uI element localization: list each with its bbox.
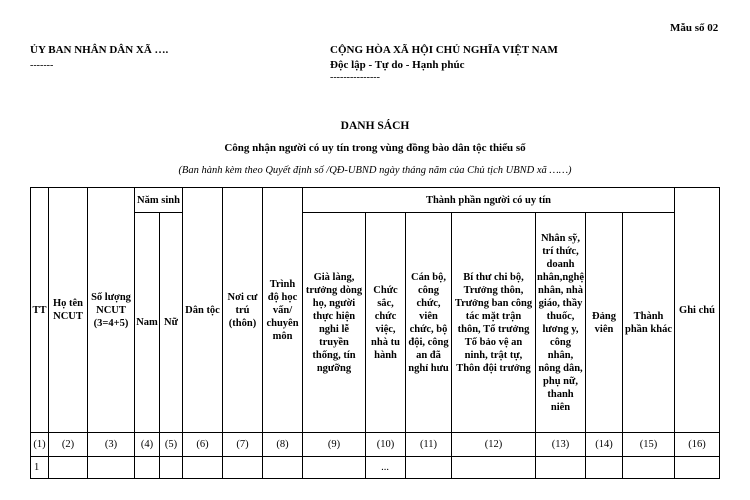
row-cell	[536, 457, 586, 479]
row-cell	[406, 457, 452, 479]
header-col11: Cán bộ, công chức, viên chức, bộ đội, công an đã nghỉ hưu	[406, 213, 452, 433]
column-number: (15)	[623, 433, 675, 457]
row-cell	[88, 457, 135, 479]
column-number: (9)	[303, 433, 366, 457]
row-cell	[183, 457, 223, 479]
header-notes: Ghi chú	[675, 188, 720, 433]
row-cell	[675, 457, 720, 479]
row-tt: 1	[31, 457, 49, 479]
column-number: (14)	[586, 433, 623, 457]
header-count: Số lượng NCUT (3=4+5)	[88, 188, 135, 433]
header-col13: Nhân sỹ, trí thức, doanh nhân,nghệ nhân, nhà giáo, thầy thuốc, lương y, công nhân, nông dân, phụ nữ, thanh niên	[536, 213, 586, 433]
document-title: DANH SÁCH	[340, 120, 410, 132]
column-number: (3)	[88, 433, 135, 457]
header-col15: Thành phần khác	[623, 213, 675, 433]
column-number: (1)	[31, 433, 49, 457]
header-residence: Nơi cư trú (thôn)	[223, 188, 263, 433]
header-male: Nam	[135, 213, 160, 433]
row-cell	[586, 457, 623, 479]
header-birth-year: Năm sinh	[135, 188, 183, 213]
column-number: (2)	[49, 433, 88, 457]
column-number: (12)	[452, 433, 536, 457]
form-number: Mẫu số 02	[670, 22, 719, 34]
header-composition: Thành phần người có uy tín	[303, 188, 675, 213]
list-table	[30, 187, 720, 479]
document-note: (Ban hành kèm theo Quyết định số /QĐ-UBND ngày tháng năm của Chủ tịch UBND xã ……)	[178, 165, 572, 176]
column-number: (16)	[675, 433, 720, 457]
row-cell	[135, 457, 160, 479]
header-col10: Chức sắc, chức việc, nhà tu hành	[366, 213, 406, 433]
row-cell	[452, 457, 536, 479]
column-number: (5)	[160, 433, 183, 457]
header-female: Nữ	[160, 213, 183, 433]
commune-committee-name: ỦY BAN NHÂN DÂN XÃ ….	[30, 44, 169, 56]
column-number: (13)	[536, 433, 586, 457]
header-col14: Đảng viên	[586, 213, 623, 433]
document-subtitle: Công nhận người có uy tín trong vùng đồng bào dân tộc thiểu số	[224, 142, 526, 154]
row-cell	[223, 457, 263, 479]
header-ethnicity: Dân tộc	[183, 188, 223, 433]
row-cell	[263, 457, 303, 479]
row-cell	[623, 457, 675, 479]
table-row	[31, 457, 720, 479]
header-tt: TT	[31, 188, 49, 433]
national-header-underline: ---------------	[330, 72, 380, 83]
column-number: (7)	[223, 433, 263, 457]
column-number: (10)	[366, 433, 406, 457]
row-cell	[160, 457, 183, 479]
row-cell	[303, 457, 366, 479]
header-col9: Già làng, trưởng dòng họ, người thực hiện nghi lễ truyền thống, tín ngưỡng	[303, 213, 366, 433]
national-title: CỘNG HÒA XÃ HỘI CHỦ NGHĨA VIỆT NAM	[330, 44, 558, 56]
column-number: (8)	[263, 433, 303, 457]
national-motto: Độc lập - Tự do - Hạnh phúc	[330, 59, 465, 71]
left-header-underline: -------	[30, 60, 54, 71]
column-number: (4)	[135, 433, 160, 457]
column-number: (11)	[406, 433, 452, 457]
row-cell	[49, 457, 88, 479]
header-col12: Bí thư chi bộ, Trưởng thôn, Trưởng ban công tác mặt trận thôn, Tổ trưởng Tổ bảo vệ an ninh, trật tự, Thôn đội trưởng	[452, 213, 536, 433]
header-education: Trình độ học vấn/ chuyên môn	[263, 188, 303, 433]
header-name: Họ tên NCUT	[49, 188, 88, 433]
column-number: (6)	[183, 433, 223, 457]
row-col10: ...	[366, 457, 406, 479]
